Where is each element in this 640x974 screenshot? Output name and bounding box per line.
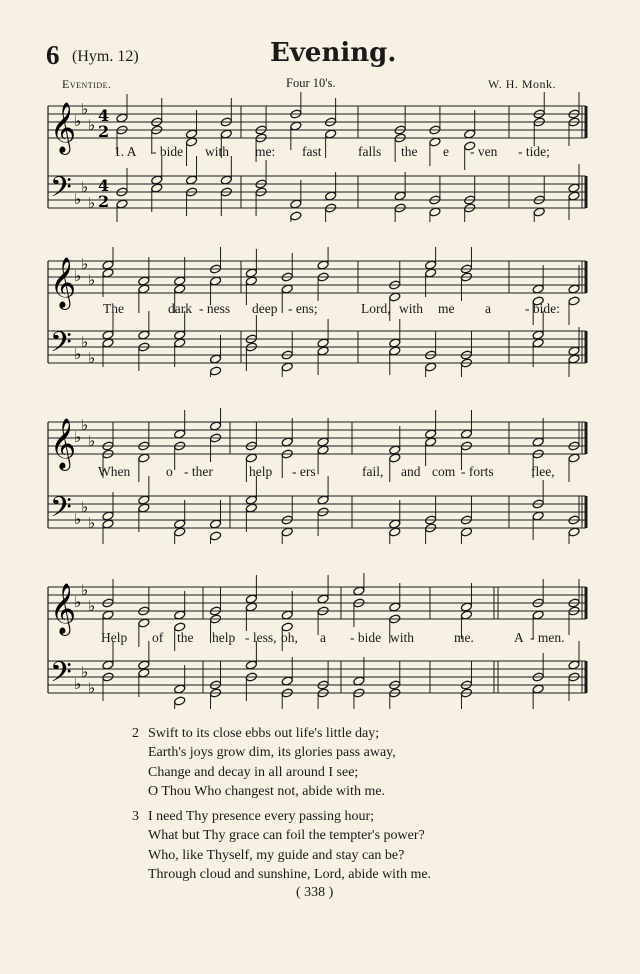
syllable: me.	[454, 630, 474, 645]
verse-line: Swift to its close ebbs out life's little day;	[148, 726, 380, 741]
half-note	[325, 129, 337, 139]
half-note	[389, 519, 401, 529]
half-note	[116, 199, 128, 209]
flat-sign: ♭	[88, 116, 96, 134]
verse-line: Earth's joys grow dim, its glories pass away,	[148, 745, 396, 761]
half-note	[353, 586, 365, 596]
time-signature-top: 4	[98, 176, 110, 196]
time-signature-bottom: 2	[98, 122, 110, 142]
syllable: - bide	[350, 630, 382, 645]
flat-sign: ♭	[88, 271, 96, 289]
syllable: and	[401, 464, 421, 479]
half-note	[389, 346, 401, 356]
flat-sign: ♭	[74, 428, 82, 446]
verse-number: 2	[132, 726, 139, 741]
syllable: - ness	[199, 301, 231, 316]
half-note	[245, 268, 257, 278]
lyric-line-1	[0, 144, 640, 164]
syllable: 1. A	[114, 144, 137, 159]
half-note	[533, 207, 545, 217]
flat-sign: ♭	[88, 349, 96, 367]
half-note	[532, 437, 544, 447]
page-number: ( 338 )	[296, 885, 334, 900]
syllable: o	[166, 464, 173, 479]
half-note	[245, 453, 257, 463]
half-note	[174, 338, 186, 348]
flat-sign: ♭	[81, 416, 89, 434]
half-note	[568, 354, 580, 364]
half-note	[532, 284, 544, 294]
flat-sign: ♭	[74, 112, 82, 130]
half-note	[174, 519, 186, 529]
flat-sign: ♭	[88, 514, 96, 532]
verse-line: I need Thy presence every passing hour;	[148, 809, 374, 825]
syllable: The	[103, 301, 124, 316]
half-note	[174, 527, 186, 537]
half-note	[185, 175, 197, 185]
half-note	[532, 330, 544, 340]
composer: W. H. Monk.	[488, 77, 557, 91]
syllable: fast	[302, 144, 322, 159]
half-note	[245, 594, 257, 604]
half-note	[568, 346, 580, 356]
half-note	[245, 495, 257, 505]
syllable: - ther	[184, 464, 213, 479]
half-note	[209, 276, 221, 286]
half-note	[185, 129, 197, 139]
half-note	[425, 429, 437, 439]
bass-clef: 𝄢	[50, 171, 72, 211]
bass-clef: 𝄢	[50, 326, 72, 366]
half-note	[138, 276, 150, 286]
half-note	[389, 527, 401, 537]
half-note	[138, 330, 150, 340]
syllable: help	[212, 630, 236, 645]
half-note	[568, 284, 580, 294]
syllable: - ven	[470, 144, 498, 159]
half-note	[209, 366, 221, 376]
half-note	[138, 503, 150, 513]
flat-sign: ♭	[88, 194, 96, 212]
half-note	[389, 453, 401, 463]
verse-number: 3	[132, 809, 139, 825]
half-note	[425, 437, 437, 447]
bass-clef: 𝄢	[50, 656, 72, 696]
lyric-line-3	[0, 464, 640, 484]
syllable: - less,	[245, 630, 277, 645]
bass-clef: 𝄢	[50, 491, 72, 531]
half-note	[532, 610, 544, 620]
syllable: with	[205, 144, 230, 159]
syllable: e	[443, 144, 449, 159]
lyric-line-4	[0, 630, 640, 650]
tune-name: Eventide.	[62, 77, 112, 91]
syllable: fail,	[362, 464, 384, 479]
half-note	[102, 511, 114, 521]
syllable: dark	[168, 301, 192, 316]
flat-sign: ♭	[74, 593, 82, 611]
flat-sign: ♭	[74, 345, 82, 363]
half-note	[102, 519, 114, 529]
syllable: of	[152, 630, 164, 645]
syllable: - bide	[152, 144, 184, 159]
half-note	[532, 511, 544, 521]
half-note	[389, 445, 401, 455]
half-note	[174, 330, 186, 340]
half-note	[102, 660, 114, 670]
verse-3	[132, 807, 431, 884]
syllable: - tide;	[518, 144, 550, 159]
half-note	[102, 338, 114, 348]
verse-line: Through cloud and sunshine, Lord, abide with me.	[148, 867, 432, 883]
half-note	[290, 199, 302, 209]
syllable: com	[432, 464, 456, 479]
half-note	[317, 338, 329, 348]
syllable: with	[390, 630, 415, 645]
verse-line: Change and decay in all around I see;	[148, 764, 359, 780]
syllable: When	[98, 464, 131, 479]
half-note	[102, 610, 114, 620]
half-note	[138, 660, 150, 670]
half-note	[151, 175, 163, 185]
half-note	[568, 191, 580, 201]
half-note	[245, 660, 257, 670]
half-note	[209, 354, 221, 364]
half-note	[174, 696, 186, 706]
flat-sign: ♭	[88, 432, 96, 450]
half-note	[138, 495, 150, 505]
half-note	[209, 531, 221, 541]
syllable: A	[514, 630, 524, 645]
half-note	[174, 276, 186, 286]
flat-sign: ♭	[81, 663, 89, 681]
syllable: - bide:	[525, 301, 560, 316]
syllable: Help	[101, 630, 128, 645]
half-note	[460, 602, 472, 612]
half-note	[281, 676, 293, 686]
flat-sign: ♭	[74, 267, 82, 285]
half-note	[325, 191, 337, 201]
half-note	[425, 260, 437, 270]
half-note	[174, 284, 186, 294]
flat-sign: ♭	[81, 581, 89, 599]
half-note	[460, 610, 472, 620]
syllable: the	[177, 630, 194, 645]
treble-clef: 𝄞	[50, 257, 77, 308]
hymn-number: 6	[46, 40, 60, 70]
verse-line: Who, like Thyself, my guide and stay can be?	[148, 847, 405, 863]
syllable: - forts	[461, 464, 494, 479]
treble-clef: 𝄞	[50, 583, 77, 634]
half-note	[425, 268, 437, 278]
half-note	[281, 610, 293, 620]
half-note	[353, 676, 365, 686]
half-note	[102, 268, 114, 278]
flat-sign: ♭	[81, 333, 89, 351]
hymn-reference: (Hym. 12)	[72, 48, 139, 65]
syllable: - ens;	[288, 301, 318, 316]
half-note	[138, 453, 150, 463]
flat-sign: ♭	[81, 100, 89, 118]
flat-sign: ♭	[74, 510, 82, 528]
half-note	[389, 602, 401, 612]
verse-line: What but Thy grace can foil the tempter's power?	[148, 828, 425, 844]
syllable: a	[320, 630, 326, 645]
flat-sign: ♭	[81, 498, 89, 516]
half-note	[245, 276, 257, 286]
half-note	[317, 594, 329, 604]
flat-sign: ♭	[81, 255, 89, 273]
syllable: me:	[255, 144, 276, 159]
half-note	[138, 618, 150, 628]
half-note	[317, 445, 329, 455]
half-note	[174, 610, 186, 620]
flat-sign: ♭	[88, 679, 96, 697]
syllable: Lord,	[361, 301, 391, 316]
flat-sign: ♭	[74, 190, 82, 208]
half-note	[245, 503, 257, 513]
syllable: the	[401, 144, 418, 159]
half-note	[220, 175, 232, 185]
half-note	[429, 207, 441, 217]
half-note	[290, 211, 302, 221]
half-note	[102, 260, 114, 270]
half-note	[317, 346, 329, 356]
half-note	[220, 129, 232, 139]
half-note	[389, 338, 401, 348]
time-signature-top: 4	[98, 106, 110, 126]
half-note	[174, 684, 186, 694]
half-note	[317, 437, 329, 447]
half-note	[532, 338, 544, 348]
syllable: with	[399, 301, 424, 316]
half-note	[102, 330, 114, 340]
half-note	[116, 113, 128, 123]
flat-sign: ♭	[88, 597, 96, 615]
half-note	[568, 183, 580, 193]
syllable: flee,	[531, 464, 555, 479]
syllable: a	[485, 301, 491, 316]
syllable: help	[249, 464, 273, 479]
syllable: - men.	[530, 630, 565, 645]
half-note	[394, 191, 406, 201]
half-note	[209, 421, 221, 431]
time-signature-bottom: 2	[98, 192, 110, 212]
additional-verses	[132, 724, 431, 890]
treble-clef: 𝄞	[50, 418, 77, 469]
half-note	[174, 429, 186, 439]
half-note	[281, 284, 293, 294]
verse-line: O Thou Who changest not, abide with me.	[148, 783, 386, 799]
half-note	[568, 660, 580, 670]
treble-clef: 𝄞	[50, 102, 77, 153]
half-note	[281, 362, 293, 372]
syllable: me	[438, 301, 455, 316]
hymn-title: Evening.	[270, 38, 397, 68]
syllable: oh,	[281, 630, 298, 645]
half-note	[209, 519, 221, 529]
half-note	[290, 121, 302, 131]
half-note	[425, 362, 437, 372]
half-note	[281, 437, 293, 447]
half-note	[568, 527, 580, 537]
half-note	[460, 429, 472, 439]
meter: Four 10's.	[286, 76, 336, 90]
half-note	[138, 668, 150, 678]
verse-2	[132, 724, 431, 801]
flat-sign: ♭	[74, 675, 82, 693]
half-note	[532, 684, 544, 694]
half-note	[281, 527, 293, 537]
half-note	[568, 453, 580, 463]
half-note	[464, 129, 476, 139]
half-note	[245, 602, 257, 612]
half-note	[460, 527, 472, 537]
half-note	[317, 495, 329, 505]
syllable: deep	[252, 301, 278, 316]
flat-sign: ♭	[81, 178, 89, 196]
half-note	[138, 284, 150, 294]
syllable: falls	[358, 144, 382, 159]
lyric-line-2	[0, 301, 640, 321]
half-note	[151, 183, 163, 193]
syllable: - ers	[292, 464, 316, 479]
half-note	[317, 260, 329, 270]
